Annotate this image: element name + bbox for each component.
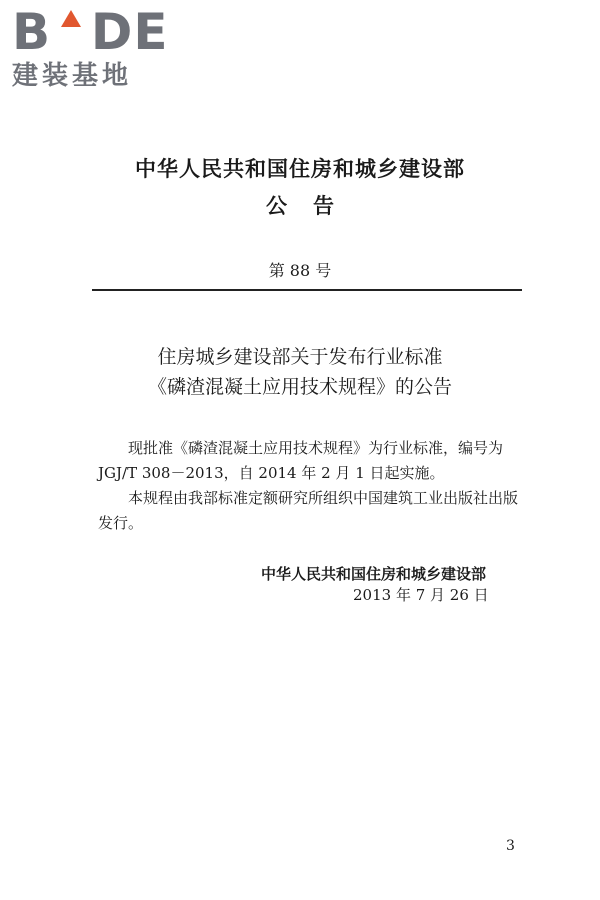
notice-body <box>98 436 523 536</box>
subject-heading <box>0 342 600 402</box>
logo-wordmark: B DE <box>12 3 169 61</box>
signature-organization: 中华人民共和国住房和城乡建设部 <box>261 565 487 583</box>
body-paragraph-1: 现批准《磷渣混凝土应用技术规程》为行业标准，编号为 JGJ/T 308－2013，自 2014 年 2 月 1 日起实施。 <box>98 439 504 482</box>
document-number: 第 88 号 <box>268 261 332 280</box>
notice-title: 公告 <box>266 194 360 218</box>
signature-date: 2013 年 7 月 26 日 <box>353 586 489 604</box>
logo-triangle-letter <box>51 4 91 60</box>
page-number: 3 <box>506 838 515 854</box>
issuer-title: 中华人民共和国住房和城乡建设部 <box>135 157 465 181</box>
subject-line-1: 住房城乡建设部关于发布行业标准 <box>157 346 443 368</box>
bade-logo <box>12 4 177 94</box>
header-divider <box>92 289 522 291</box>
body-paragraph-2: 本规程由我部标准定额研究所组织中国建筑工业出版社出版发行。 <box>98 489 519 532</box>
subject-line-2: 《磷渣混凝土应用技术规程》的公告 <box>147 376 452 398</box>
logo-subtitle: 建装基地 <box>12 61 133 91</box>
